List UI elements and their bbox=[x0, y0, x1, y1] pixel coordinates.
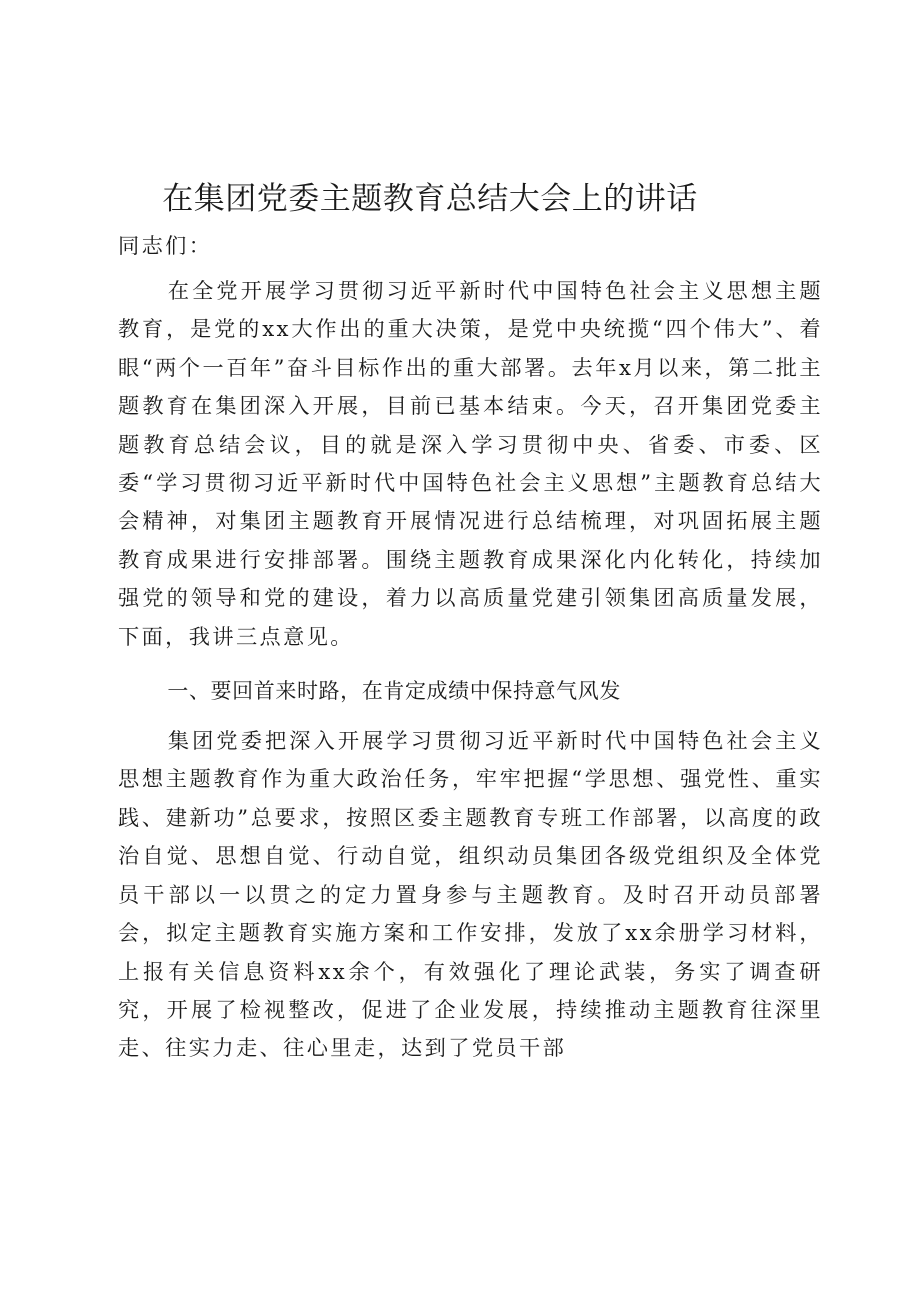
paragraph-section-1: 集团党委把深入开展学习贯彻习近平新时代中国特色社会主义思想主题教育作为重大政治任务，牢牢把握“学思想、强党性、重实践、建新功”总要求，按照区委主题教育专班工作部署，以高度的政治自觉、思想自觉、行动自觉，组织动员集团各级党组织及全体党员干部以一以贯之的定力置身参与主题教育。及时召开动员部署会，拟定主题教育实施方案和工作安排，发放了xx余册学习材料，上报有关信息资料xx余个，有效强化了理论武装，务实了调查研究，开展了检视整改，促进了企业发展，持续推动主题教育往深里走、往实力走、往心里走，达到了党员干部 bbox=[118, 728, 823, 1061]
document-title: 在集团党委主题教育总结大会上的讲话 bbox=[162, 181, 698, 217]
section-heading-1: 一、要回首来时路，在肯定成绩中保持意气风发 bbox=[167, 679, 621, 704]
paragraph-intro: 在全党开展学习贯彻习近平新时代中国特色社会主义思想主题教育，是党的xx大作出的重大决策，是党中央统揽“四个伟大”、着眼“两个一百年”奋斗目标作出的重大部署。去年x月以来，第二批主题教育在集团深入开展，目前已基本结束。今天，召开集团党委主题教育总结会议，目的就是深入学习贯彻中央、省委、市委、区委“学习贯彻习近平新时代中国特色社会主义思想”主题教育总结大会精神，对集团主题教育开展情况进行总结梳理，对巩固拓展主题教育成果进行安排部署。围绕主题教育成果深化内化转化，持续加强党的领导和党的建设，着力以高质量党建引领集团高质量发展，下面，我讲三点意见。 bbox=[118, 278, 823, 649]
salutation: 同志们： bbox=[118, 233, 213, 258]
document-body bbox=[118, 230, 823, 1068]
